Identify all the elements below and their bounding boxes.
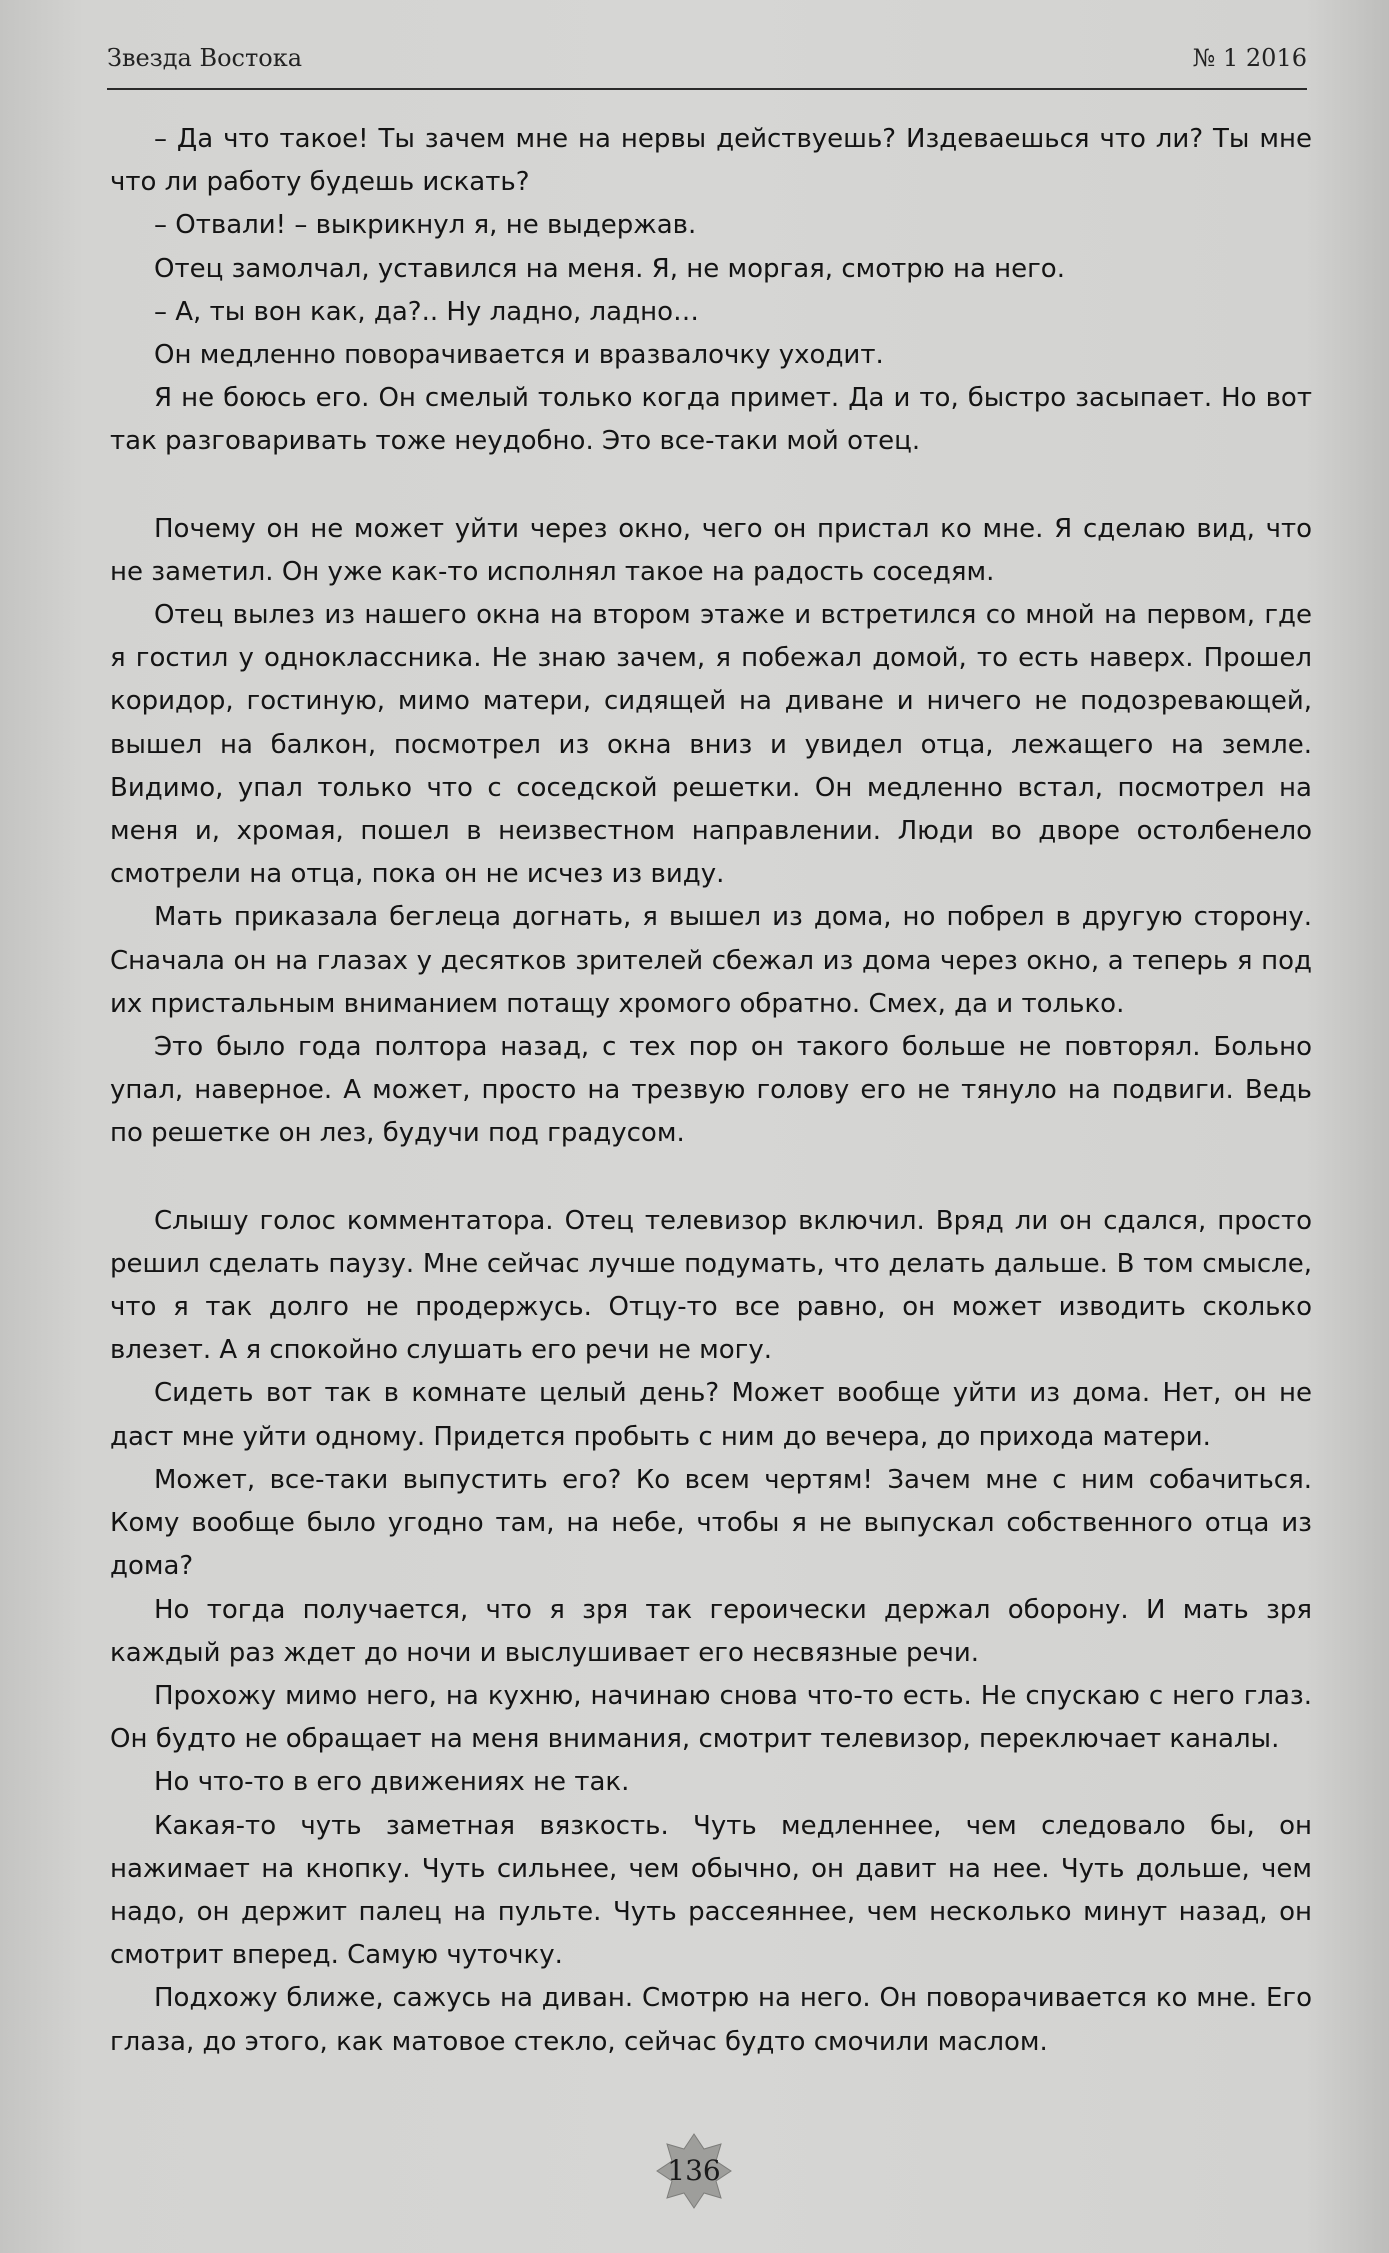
paragraph: Может, все-таки выпустить его? Ко всем чертям! Зачем мне с ним собачиться. Кому вообще было угодно там, на небе, чтобы я не выпускал собственного отца из дома?	[110, 1464, 1312, 1582]
journal-title: Звезда Востока	[107, 44, 303, 72]
paragraph: Какая-то чуть заметная вязкость. Чуть медленнее, чем следовало бы, он нажимает на кнопку. Чуть сильнее, чем обычно, он давит на нее. Чуть дольше, чем надо, он держит палец на пульте. Чуть рассеяннее, чем несколько минут назад, он смотрит вперед. Самую чуточку.	[110, 1810, 1312, 1971]
paragraph: Отец вылез из нашего окна на втором этаже и встретился со мной на первом, где я гостил у одноклассника. Не знаю зачем, я побежал домой, то есть наверх. Прошел коридор, гостиную, мимо матери, сидящей на диване и ничего не подозревающей, вышел на балкон, посмотрел из окна вниз и увидел отца, лежащего на земле. Видимо, упал только что с соседской решетки. Он медленно встал, посмотрел на меня и, хромая, пошел в неизвестном направлении. Люди во дворе остолбенело смотрели на отца, пока он не исчез из виду.	[110, 600, 1312, 890]
paragraph: – Отвали! – выкрикнул я, не выдержав.	[154, 210, 697, 241]
page-number-badge	[655, 2132, 733, 2210]
paragraph: Он медленно поворачивается и вразвалочку уходит.	[154, 340, 884, 371]
paragraph: – А, ты вон как, да?.. Ну ладно, ладно…	[154, 296, 699, 327]
running-header	[107, 38, 1307, 90]
paragraph: Это было года полтора назад, с тех пор он такого больше не повторял. Больно упал, наверное. А может, просто на трезвую голову его не тянуло на подвиги. Ведь по решетке он лез, будучи под градусом.	[110, 1032, 1312, 1149]
paragraph: Слышу голос комментатора. Отец телевизор включил. Вряд ли он сдался, просто решил сделать паузу. Мне сейчас лучше подумать, что делать дальше. В том смысле, что я так долго не продержусь. Отцу-то все равно, он может изводить сколько влезет. А я спокойно слушать его речи не могу.	[110, 1205, 1312, 1366]
article-body	[110, 118, 1312, 2064]
paragraph: Почему он не может уйти через окно, чего он пристал ко мне. Я сделаю вид, что не заметил. Он уже как-то исполнял такое на радость соседям.	[110, 513, 1312, 587]
paragraph: Отец замолчал, уставился на меня. Я, не моргая, смотрю на него.	[154, 253, 1065, 284]
paragraph: Но что-то в его движениях не так.	[154, 1767, 630, 1798]
paragraph: Прохожу мимо него, на кухню, начинаю снова что-то есть. Не спускаю с него глаз. Он будто не обращает на меня внимания, смотрит телевизор, переключает каналы.	[110, 1680, 1312, 1755]
paragraph: Мать приказала беглеца догнать, я вышел из дома, но побрел в другую сторону. Сначала он на глазах у десятков зрителей сбежал из дома через окно, а теперь я под их пристальным вниманием потащу хромого обратно. Смех, да и только.	[110, 902, 1312, 1019]
page-number: 136	[667, 2154, 721, 2187]
paragraph: Подхожу ближе, сажусь на диван. Смотрю на него. Он поворачивается ко мне. Его глаза, до этого, как матовое стекло, сейчас будто смочили маслом.	[110, 1983, 1312, 2057]
paragraph: Но тогда получается, что я зря так героически держал оборону. И мать зря каждый раз ждет до ночи и выслушивает его несвязные речи.	[110, 1594, 1312, 1668]
paragraph: Сидеть вот так в комнате целый день? Может вообще уйти из дома. Нет, он не даст мне уйти одному. Придется пробыть с ним до вечера, до прихода матери.	[110, 1378, 1312, 1452]
paragraph: – Да что такое! Ты зачем мне на нервы действуешь? Издеваешься что ли? Ты мне что ли работу будешь искать?	[110, 124, 1312, 198]
paragraph: Я не боюсь его. Он смелый только когда примет. Да и то, быстро засыпает. Но вот так разговаривать тоже неудобно. Это все-таки мой отец.	[110, 383, 1312, 457]
issue-number: № 1 2016	[1192, 44, 1307, 72]
